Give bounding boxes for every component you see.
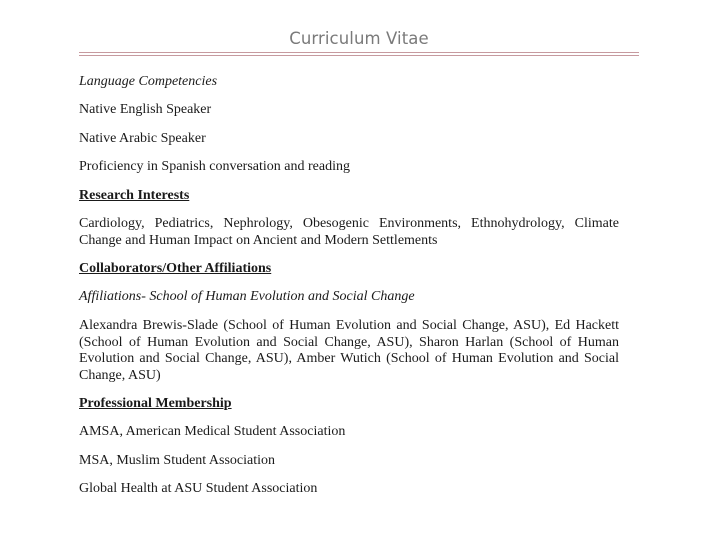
membership-item-global-health: Global Health at ASU Student Association xyxy=(79,481,318,496)
language-item-english: Native English Speaker xyxy=(79,102,212,117)
language-competencies-subheading: Language Competencies xyxy=(79,74,218,89)
research-interests-heading: Research Interests xyxy=(79,188,190,203)
header-divider xyxy=(79,52,639,56)
collaborators-heading: Collaborators/Other Affiliations xyxy=(79,261,272,276)
research-interests-text: Cardiology, Pediatrics, Nephrology, Obesogenic Environments, Ethnohydrology, Climate Change and Human Impact on Ancient and Modern Settlements xyxy=(79,216,619,248)
affiliations-subheading: Affiliations- School of Human Evolution and Social Change xyxy=(79,289,415,304)
language-item-arabic: Native Arabic Speaker xyxy=(79,131,206,146)
professional-membership-heading: Professional Membership xyxy=(79,396,232,411)
page-header-title: Curriculum Vitae xyxy=(289,29,429,48)
membership-item-msa: MSA, Muslim Student Association xyxy=(79,453,276,468)
language-item-spanish: Proficiency in Spanish conversation and reading xyxy=(79,159,350,174)
membership-item-amsa: AMSA, American Medical Student Association xyxy=(79,424,346,439)
collaborators-text: Alexandra Brewis-Slade (School of Human Evolution and Social Change, ASU), Ed Hackett (School of Human Evolution and Social Change, ASU), Sharon Harlan (School of Human Evolution and Social Change, ASU), Amber Wutich (School of Human Evolution and Social Change, ASU) xyxy=(79,318,619,383)
